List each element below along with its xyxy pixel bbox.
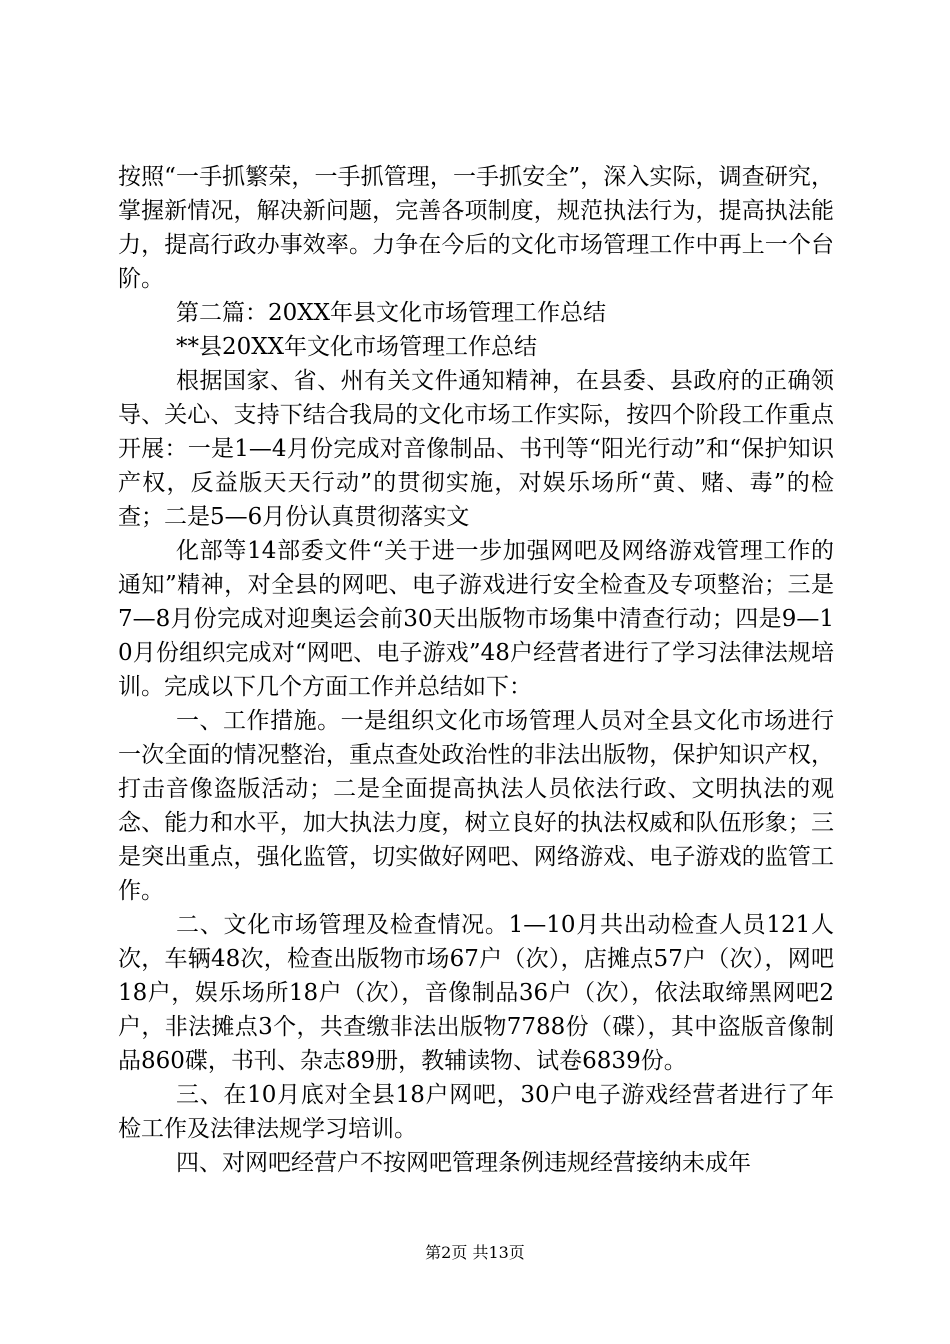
paragraph-annual-check: 三、在10月底对全县18户网吧，30户电子游戏经营者进行了年检工作及法律法规学习培训。: [118, 1082, 834, 1142]
document-body: [118, 160, 834, 1180]
paragraph-intro: 按照“一手抓繁荣，一手抓管理，一手抓安全”，深入实际，调查研究，掌握新情况，解决新问题，完善各项制度，规范执法行为，提高执法能力，提高行政办事效率。力争在今后的文化市场管理工作中再上一个台阶。: [118, 164, 834, 292]
paragraph-continuation: 化部等14部委文件“关于进一步加强网吧及网络游戏管理工作的通知”精神，对全县的网吧、电子游戏进行安全检查及专项整治；三是7—8月份完成对迎奥运会前30天出版物市场集中清查行动；四是9—10月份组织完成对“网吧、电子游戏”48户经营者进行了学习法律法规培训。完成以下几个方面工作并总结如下：: [118, 538, 834, 700]
document-title: **县20XX年文化市场管理工作总结: [176, 334, 538, 360]
section-heading: 第二篇：20XX年县文化市场管理工作总结: [176, 300, 607, 326]
paragraph-internet-cafe: 四、对网吧经营户不按网吧管理条例违规经营接纳未成年: [176, 1150, 751, 1176]
paragraph-basis: 根据国家、省、州有关文件通知精神，在县委、县政府的正确领导、关心、支持下结合我局的文化市场工作实际，按四个阶段工作重点开展：一是1—4月份完成对音像制品、书刊等“阳光行动”和“保护知识产权，反益版天天行动”的贯彻实施，对娱乐场所“黄、赌、毒”的检查；二是5—6月份认真贯彻落实文: [118, 368, 834, 530]
page-footer: 第2页 共13页: [425, 1243, 525, 1262]
paragraph-measures: 一、工作措施。一是组织文化市场管理人员对全县文化市场进行一次全面的情况整治，重点查处政治性的非法出版物，保护知识产权，打击音像盗版活动；二是全面提高执法人员依法行政、文明执法的观念、能力和水平，加大执法力度，树立良好的执法权威和队伍形象；三是突出重点，强化监管，切实做好网吧、网络游戏、电子游戏的监管工作。: [118, 708, 834, 904]
paragraph-inspection: 二、文化市场管理及检查情况。1—10月共出动检查人员121人次，车辆48次，检查出版物市场67户（次），店摊点57户（次），网吧18户，娱乐场所18户（次），音像制品36户（次），依法取缔黑网吧2户，非法摊点3个，共查缴非法出版物7788份（碟），其中盗版音像制品860碟，书刊、杂志89册，教辅读物、试卷6839份。: [118, 912, 834, 1074]
